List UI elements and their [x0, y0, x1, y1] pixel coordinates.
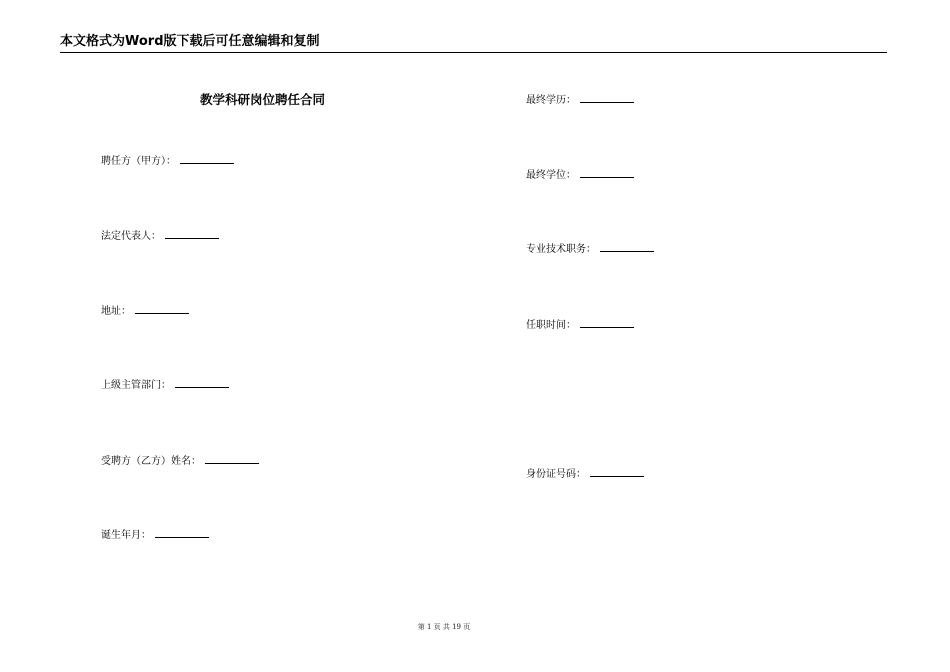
field-label: 最终学位： [526, 170, 576, 181]
field-id-number [526, 467, 644, 482]
fill-in-blank[interactable] [600, 242, 654, 252]
page-header [60, 34, 887, 53]
fill-in-blank[interactable] [590, 467, 644, 477]
field-final-degree [526, 168, 634, 183]
field-label: 受聘方（乙方）姓名： [101, 456, 201, 467]
field-legal-representative [101, 229, 219, 244]
fill-in-blank[interactable] [175, 378, 229, 388]
document-title: 教学科研岗位聘任合同 [199, 92, 325, 107]
fill-in-blank[interactable] [135, 304, 189, 314]
field-birth-date [101, 528, 209, 543]
field-label: 身份证号码： [526, 469, 586, 480]
field-label: 聘任方（甲方）： [101, 156, 176, 167]
field-final-education [526, 93, 634, 108]
fill-in-blank[interactable] [165, 229, 219, 239]
field-professional-title [526, 242, 654, 257]
fill-in-blank[interactable] [580, 318, 634, 328]
fill-in-blank[interactable] [580, 168, 634, 178]
page-footer: 第 1 页 共 19 页 [417, 623, 471, 631]
field-label: 地址： [101, 306, 131, 317]
field-appointment-time [526, 318, 634, 333]
field-label: 专业技术职务： [526, 244, 596, 255]
fill-in-blank[interactable] [180, 154, 234, 164]
fill-in-blank[interactable] [155, 528, 209, 538]
field-employer [101, 154, 234, 169]
fill-in-blank[interactable] [205, 454, 259, 464]
field-label: 上级主管部门： [101, 380, 171, 391]
field-employee-name [101, 454, 259, 469]
field-supervising-department [101, 378, 229, 393]
header-text: 本文格式为Word版下载后可任意编辑和复制 [60, 34, 320, 49]
field-label: 法定代表人： [101, 231, 161, 242]
field-label: 最终学历： [526, 95, 576, 106]
field-label: 诞生年月： [101, 530, 151, 541]
field-address [101, 304, 189, 319]
field-label: 任职时间： [526, 320, 576, 331]
fill-in-blank[interactable] [580, 93, 634, 103]
